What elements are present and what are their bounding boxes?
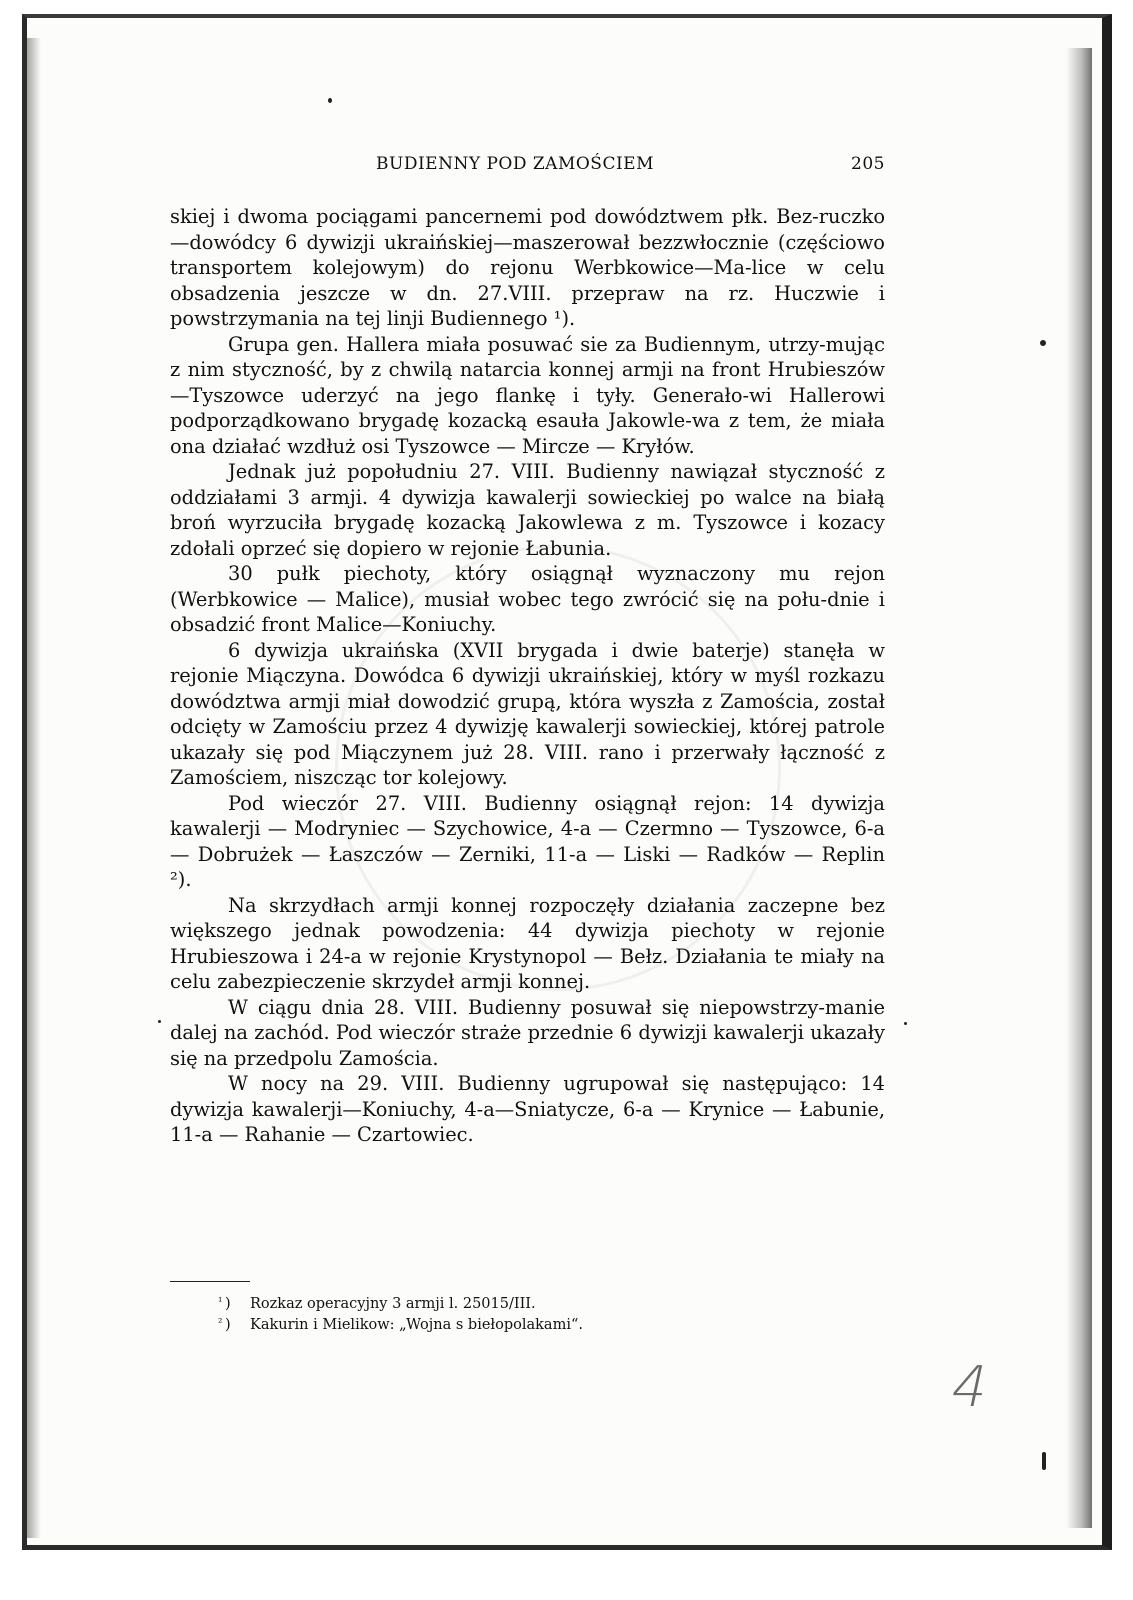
paragraph: W nocy na 29. VIII. Budienny ugrupował się następująco: 14 dywizja kawalerji—Koniuchy, 4-a—Sniatycze, 6-a — Krynice — Łabunie, 11-a — Rahanie — Czartowiec. bbox=[170, 1072, 885, 1146]
paragraph: W ciągu dnia 28. VIII. Budienny posuwał się niepowstrzy-manie dalej na zachód. Pod wieczór straże przednie 6 dywizji kawalerji ukazały się na przedpolu Zamościa. bbox=[170, 995, 885, 1070]
page-edge-shadow-right bbox=[1066, 48, 1092, 1528]
footnote-mark: ² bbox=[218, 1316, 223, 1329]
footnote-text: Rozkaz operacyjny 3 armji l. 25015/III. bbox=[250, 1296, 536, 1312]
page-number: 205 bbox=[851, 154, 885, 174]
paragraph: 30 pułk piechoty, który osiągnął wyznaczony mu rejon (Werbkowice — Malice), musiał wobec tego zwrócić się na połu-dnie i obsadzić front Malice—Koniuchy. bbox=[170, 562, 885, 636]
footnote bbox=[218, 1315, 858, 1336]
footnote-separator bbox=[170, 1281, 250, 1282]
paragraph: skiej i dwoma pociągami pancernemi pod dowództwem płk. Bez-ruczko—dowódcy 6 dywizji ukraińskiej—maszerował bezzwłocznie (częściowo transportem kolejowym) do rejonu Werbkowice—Ma-lice w celu obsadzenia jeszcze w dn. 27.VIII. przepraw na rz. Huczwie i powstrzymania na tej linji Budiennego ¹). bbox=[170, 205, 885, 330]
handwritten-number: 4 bbox=[945, 1355, 995, 1420]
footnote-mark: ¹ bbox=[218, 1295, 223, 1308]
scan-speck bbox=[158, 1020, 161, 1023]
footnote-text: Kakurin i Mielikow: „Wojna s biełopolakami“. bbox=[250, 1317, 583, 1333]
paragraph: Grupa gen. Hallera miała posuwać sie za Budiennym, utrzy-mując z nim styczność, by z chwilą natarcia konnej armji na front Hrubieszów—Tyszowce uderzyć na jego flankę i tyły. Generało-wi Hallerowi podporządkowano brygadę kozacką esauła Jakowle-wa z tem, że miała ona działać wzdłuż osi Tyszowce — Mircze — Kryłów. bbox=[170, 332, 885, 458]
scan-speck bbox=[1042, 1452, 1046, 1470]
paragraph: Pod wieczór 27. VIII. Budienny osiągnął rejon: 14 dywizja kawalerji — Modryniec — Szychowice, 4-a — Czermno — Tyszowce, 6-a — Dobrużek — Łaszczów — Zerniki, 11-a — Liski — Radków — Replin ²). bbox=[170, 791, 885, 891]
scan-speck bbox=[328, 98, 332, 103]
scan-speck bbox=[1040, 340, 1046, 346]
page-edge-shadow-left bbox=[27, 38, 41, 1538]
running-title: BUDIENNY POD ZAMOŚCIEM bbox=[376, 154, 654, 174]
paragraph: Na skrzydłach armji konnej rozpoczęły działania zaczepne bez większego jednak powodzenia: 44 dywizja piechoty w rejonie Hrubieszowa i 24-a w rejonie Krystynopol — Bełz. Działania te miały na celu zabezpieczenie skrzydeł armji konnej. bbox=[170, 893, 885, 993]
paragraph: 6 dywizja ukraińska (XVII brygada i dwie baterje) stanęła w rejonie Miączyna. Dowódca 6 dywizji ukraińskiej, który w myśl rozkazu dowództwa armji miał dowodzić grupą, która wyszła z Zamościa, został odcięty w Zamościu przez 4 dywizję kawalerji sowieckiej, której patrole ukazały się pod Miączynem już 28. VIII. rano i przerwały łączność z Zamościem, niszcząc tor kolejowy. bbox=[170, 638, 885, 789]
footnote-paren: ) bbox=[225, 1296, 231, 1312]
scan-speck bbox=[904, 1022, 907, 1025]
body-text bbox=[170, 204, 885, 1148]
footnote-paren: ) bbox=[225, 1317, 231, 1333]
footnotes bbox=[218, 1294, 858, 1336]
paragraph: Jednak już popołudniu 27. VIII. Budienny nawiązał styczność z oddziałami 3 armji. 4 dywizja kawalerji sowieckiej po walce na białą broń wyrzuciła brygadę kozacką Jakowlewa z m. Tyszowce i kozacy zdołali oprzeć się dopiero w rejonie Łabunia. bbox=[170, 460, 885, 560]
footnote bbox=[218, 1294, 858, 1315]
running-header bbox=[170, 154, 885, 180]
